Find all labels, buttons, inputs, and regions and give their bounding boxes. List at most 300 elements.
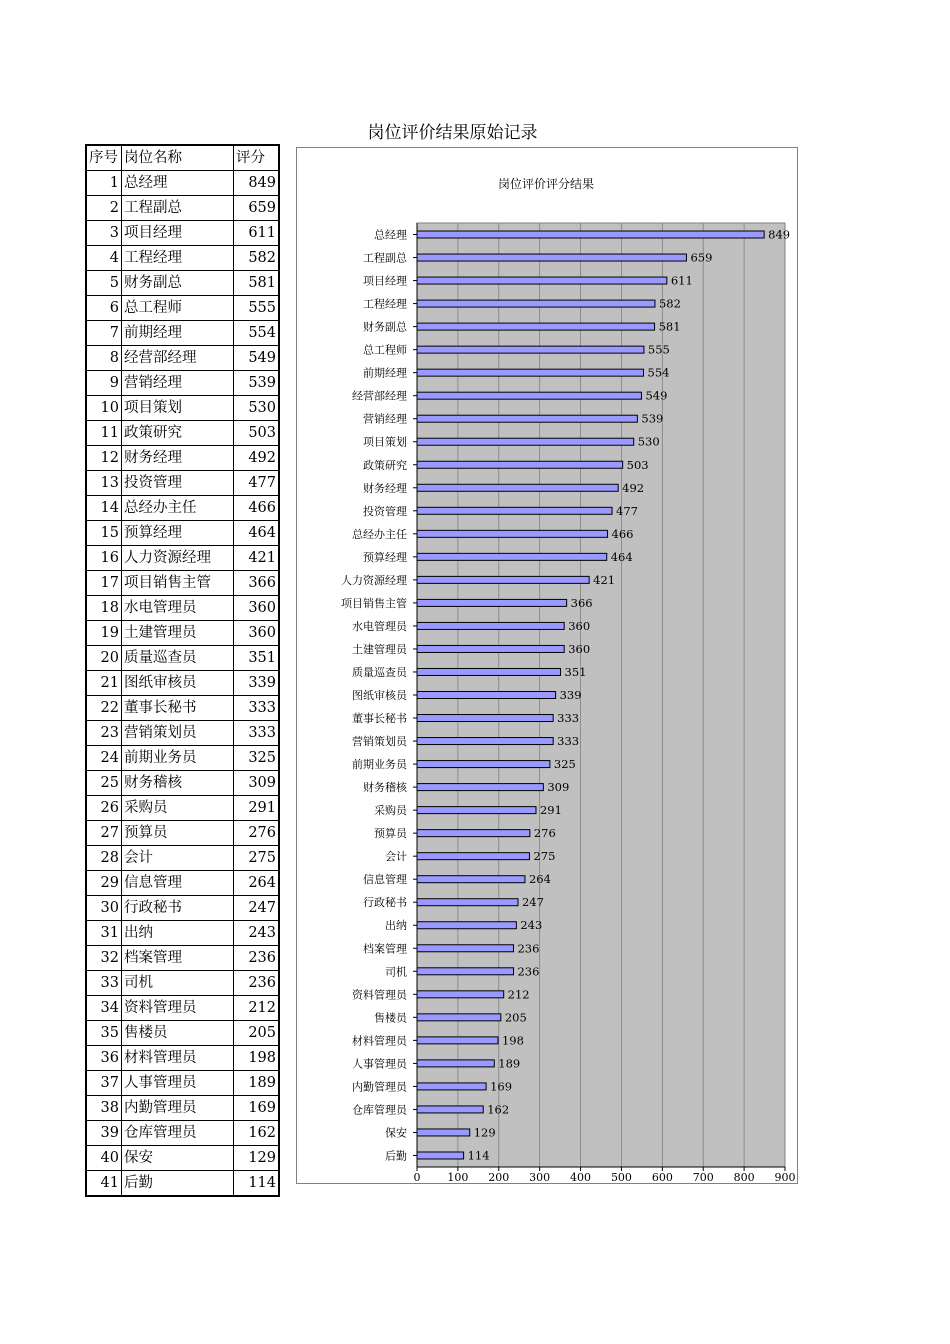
data-label: 492 xyxy=(622,480,645,495)
row-no: 33 xyxy=(86,971,122,996)
row-no: 40 xyxy=(86,1146,122,1171)
data-label: 236 xyxy=(517,941,540,956)
category-label: 司机 xyxy=(385,965,407,979)
table-row xyxy=(86,521,279,546)
row-score: 366 xyxy=(234,571,280,596)
x-tick-label: 400 xyxy=(570,1171,592,1184)
row-name: 总经办主任 xyxy=(122,496,234,521)
table-row xyxy=(86,621,279,646)
data-label: 205 xyxy=(504,1010,527,1025)
bar xyxy=(417,807,536,814)
data-label: 243 xyxy=(520,918,543,933)
x-tick-label: 900 xyxy=(774,1171,796,1184)
row-name: 档案管理 xyxy=(122,946,234,971)
data-label: 464 xyxy=(610,549,633,564)
row-name: 采购员 xyxy=(122,796,234,821)
row-name: 前期业务员 xyxy=(122,746,234,771)
table-row xyxy=(86,196,279,221)
row-score: 189 xyxy=(234,1071,280,1096)
table-row xyxy=(86,471,279,496)
table-row xyxy=(86,896,279,921)
table-row xyxy=(86,671,279,696)
category-label: 售楼员 xyxy=(374,1011,407,1025)
data-label: 360 xyxy=(568,641,591,656)
category-label: 保安 xyxy=(385,1126,407,1140)
data-label: 275 xyxy=(533,849,556,864)
bar xyxy=(417,853,529,860)
bar xyxy=(417,277,667,284)
table-row xyxy=(86,1021,279,1046)
data-label: 291 xyxy=(539,803,562,818)
row-name: 水电管理员 xyxy=(122,596,234,621)
row-no: 6 xyxy=(86,296,122,321)
row-score: 582 xyxy=(234,246,280,271)
table-row xyxy=(86,346,279,371)
row-score: 849 xyxy=(234,171,280,196)
chart-area xyxy=(296,147,798,1184)
row-name: 营销策划员 xyxy=(122,721,234,746)
row-name: 投资管理 xyxy=(122,471,234,496)
category-label: 总经办主任 xyxy=(352,527,407,541)
bar xyxy=(417,1060,494,1067)
category-label: 投资管理 xyxy=(363,504,407,518)
row-no: 23 xyxy=(86,721,122,746)
row-name: 预算员 xyxy=(122,821,234,846)
row-name: 经营部经理 xyxy=(122,346,234,371)
row-score: 503 xyxy=(234,421,280,446)
data-label: 247 xyxy=(521,895,544,910)
x-tick-label: 200 xyxy=(488,1171,510,1184)
table-row xyxy=(86,421,279,446)
data-label: 162 xyxy=(487,1102,510,1117)
data-label: 189 xyxy=(498,1056,521,1071)
table-row xyxy=(86,921,279,946)
table-row xyxy=(86,1096,279,1121)
header-name: 岗位名称 xyxy=(122,145,234,171)
x-tick-label: 300 xyxy=(529,1171,551,1184)
bar xyxy=(417,922,516,929)
data-label: 554 xyxy=(647,365,670,380)
data-label: 236 xyxy=(517,964,540,979)
row-no: 5 xyxy=(86,271,122,296)
category-label: 出纳 xyxy=(385,919,407,933)
row-score: 466 xyxy=(234,496,280,521)
row-score: 477 xyxy=(234,471,280,496)
category-label: 总经理 xyxy=(374,228,407,242)
data-label: 309 xyxy=(547,780,570,795)
row-name: 政策研究 xyxy=(122,421,234,446)
row-no: 37 xyxy=(86,1071,122,1096)
row-name: 项目销售主管 xyxy=(122,571,234,596)
row-score: 264 xyxy=(234,871,280,896)
row-name: 财务副总 xyxy=(122,271,234,296)
bar xyxy=(417,738,553,745)
row-score: 530 xyxy=(234,396,280,421)
row-no: 20 xyxy=(86,646,122,671)
row-name: 人事管理员 xyxy=(122,1071,234,1096)
data-label: 582 xyxy=(658,296,681,311)
row-score: 236 xyxy=(234,946,280,971)
data-label: 555 xyxy=(647,342,670,357)
row-name: 前期经理 xyxy=(122,321,234,346)
category-label: 采购员 xyxy=(374,804,407,818)
category-label: 图纸审核员 xyxy=(352,689,407,702)
bar-chart xyxy=(296,147,798,1184)
data-label: 325 xyxy=(553,757,576,772)
data-label: 333 xyxy=(557,711,580,726)
row-score: 492 xyxy=(234,446,280,471)
row-no: 9 xyxy=(86,371,122,396)
row-name: 资料管理员 xyxy=(122,996,234,1021)
category-label: 水电管理员 xyxy=(352,619,407,633)
row-no: 10 xyxy=(86,396,122,421)
row-name: 质量巡查员 xyxy=(122,646,234,671)
table-row xyxy=(86,171,279,196)
row-score: 309 xyxy=(234,771,280,796)
bar xyxy=(417,392,641,399)
row-no: 12 xyxy=(86,446,122,471)
row-score: 360 xyxy=(234,621,280,646)
bar xyxy=(417,830,530,837)
bar xyxy=(417,415,637,422)
x-tick-label: 500 xyxy=(610,1171,632,1184)
row-name: 项目经理 xyxy=(122,221,234,246)
row-score: 212 xyxy=(234,996,280,1021)
table-row xyxy=(86,546,279,571)
row-no: 17 xyxy=(86,571,122,596)
row-no: 31 xyxy=(86,921,122,946)
row-no: 1 xyxy=(86,171,122,196)
table-row xyxy=(86,846,279,871)
page-title: 岗位评价结果原始记录 xyxy=(367,123,538,143)
data-label: 351 xyxy=(564,664,587,679)
data-label: 198 xyxy=(501,1033,524,1048)
row-name: 司机 xyxy=(122,971,234,996)
bar xyxy=(417,484,618,491)
row-no: 36 xyxy=(86,1046,122,1071)
data-label: 276 xyxy=(533,826,556,841)
row-score: 333 xyxy=(234,721,280,746)
row-no: 30 xyxy=(86,896,122,921)
table-row xyxy=(86,296,279,321)
row-score: 554 xyxy=(234,321,280,346)
x-tick-label: 100 xyxy=(447,1171,469,1184)
row-score: 360 xyxy=(234,596,280,621)
row-score: 236 xyxy=(234,971,280,996)
data-label: 503 xyxy=(626,457,649,472)
category-label: 营销策划员 xyxy=(352,735,407,749)
row-name: 总工程师 xyxy=(122,296,234,321)
table-row xyxy=(86,221,279,246)
row-no: 41 xyxy=(86,1171,122,1197)
data-label: 611 xyxy=(670,273,693,288)
category-label: 土建管理员 xyxy=(352,642,407,656)
row-score: 549 xyxy=(234,346,280,371)
row-no: 15 xyxy=(86,521,122,546)
row-score: 243 xyxy=(234,921,280,946)
row-name: 工程副总 xyxy=(122,196,234,221)
bar xyxy=(417,461,623,468)
x-tick-label: 800 xyxy=(733,1171,755,1184)
category-label: 项目经理 xyxy=(363,274,407,288)
table-row xyxy=(86,1046,279,1071)
row-no: 21 xyxy=(86,671,122,696)
table-row xyxy=(86,696,279,721)
table-row xyxy=(86,746,279,771)
category-label: 内勤管理员 xyxy=(352,1080,407,1094)
bar xyxy=(417,346,644,353)
row-no: 28 xyxy=(86,846,122,871)
row-score: 291 xyxy=(234,796,280,821)
category-label: 工程副总 xyxy=(363,251,407,265)
bar xyxy=(417,599,567,606)
category-label: 行政秘书 xyxy=(363,896,407,910)
row-name: 售楼员 xyxy=(122,1021,234,1046)
bar xyxy=(417,1037,498,1044)
row-name: 保安 xyxy=(122,1146,234,1171)
table-row xyxy=(86,571,279,596)
row-no: 7 xyxy=(86,321,122,346)
bar xyxy=(417,576,589,583)
table-row xyxy=(86,971,279,996)
row-name: 财务稽核 xyxy=(122,771,234,796)
row-no: 19 xyxy=(86,621,122,646)
category-label: 前期业务员 xyxy=(352,758,407,772)
row-name: 行政秘书 xyxy=(122,896,234,921)
data-label: 360 xyxy=(568,618,591,633)
table-row xyxy=(86,496,279,521)
row-score: 351 xyxy=(234,646,280,671)
data-label: 129 xyxy=(473,1125,496,1140)
row-name: 出纳 xyxy=(122,921,234,946)
data-label: 114 xyxy=(467,1148,490,1163)
bar xyxy=(417,899,518,906)
row-score: 539 xyxy=(234,371,280,396)
row-name: 土建管理员 xyxy=(122,621,234,646)
row-no: 38 xyxy=(86,1096,122,1121)
row-score: 114 xyxy=(234,1171,280,1197)
category-label: 档案管理 xyxy=(363,942,407,956)
bar xyxy=(417,530,608,537)
category-label: 总工程师 xyxy=(363,343,407,357)
bar xyxy=(417,1129,470,1136)
category-label: 仓库管理员 xyxy=(352,1103,407,1117)
table-row xyxy=(86,946,279,971)
category-label: 后勤 xyxy=(385,1149,407,1163)
row-score: 162 xyxy=(234,1121,280,1146)
bar xyxy=(417,761,550,768)
category-label: 营销经理 xyxy=(363,412,407,426)
row-score: 205 xyxy=(234,1021,280,1046)
bar xyxy=(417,369,644,376)
table-row xyxy=(86,771,279,796)
bar xyxy=(417,231,764,238)
row-no: 35 xyxy=(86,1021,122,1046)
data-label: 339 xyxy=(559,688,582,702)
table-row xyxy=(86,871,279,896)
category-label: 信息管理 xyxy=(363,873,407,887)
row-no: 18 xyxy=(86,596,122,621)
row-score: 611 xyxy=(234,221,280,246)
table-row xyxy=(86,271,279,296)
category-label: 预算经理 xyxy=(363,550,407,564)
data-label: 849 xyxy=(768,227,791,242)
bar xyxy=(417,507,612,514)
row-no: 25 xyxy=(86,771,122,796)
data-label: 212 xyxy=(507,987,530,1002)
row-no: 27 xyxy=(86,821,122,846)
bar xyxy=(417,1152,464,1159)
row-name: 信息管理 xyxy=(122,871,234,896)
category-label: 财务副总 xyxy=(363,320,407,334)
bar xyxy=(417,438,634,445)
data-label: 477 xyxy=(616,503,638,518)
bar xyxy=(417,1106,483,1113)
table-row xyxy=(86,721,279,746)
header-score: 评分 xyxy=(234,145,280,171)
row-no: 39 xyxy=(86,1121,122,1146)
chart-title: 岗位评价评分结果 xyxy=(497,177,595,191)
table-row xyxy=(86,646,279,671)
row-no: 26 xyxy=(86,796,122,821)
row-score: 198 xyxy=(234,1046,280,1071)
data-label: 530 xyxy=(637,434,660,449)
bar xyxy=(417,622,564,629)
data-label: 333 xyxy=(557,734,580,749)
header-no: 序号 xyxy=(86,145,122,171)
data-label: 581 xyxy=(658,319,681,334)
table-row xyxy=(86,996,279,1021)
row-score: 555 xyxy=(234,296,280,321)
row-name: 仓库管理员 xyxy=(122,1121,234,1146)
table-row xyxy=(86,1171,279,1197)
row-name: 内勤管理员 xyxy=(122,1096,234,1121)
category-label: 政策研究 xyxy=(363,458,407,472)
data-label: 466 xyxy=(611,526,634,541)
row-name: 人力资源经理 xyxy=(122,546,234,571)
data-label: 421 xyxy=(593,572,616,587)
row-name: 总经理 xyxy=(122,171,234,196)
category-label: 资料管理员 xyxy=(352,988,407,1002)
table-row xyxy=(86,1071,279,1096)
row-name: 工程经理 xyxy=(122,246,234,271)
bar xyxy=(417,300,655,307)
bar xyxy=(417,968,513,975)
bar xyxy=(417,784,543,791)
row-name: 预算经理 xyxy=(122,521,234,546)
bar xyxy=(417,991,504,998)
row-no: 24 xyxy=(86,746,122,771)
row-score: 129 xyxy=(234,1146,280,1171)
row-name: 财务经理 xyxy=(122,446,234,471)
row-no: 11 xyxy=(86,421,122,446)
category-label: 质量巡查员 xyxy=(352,665,407,679)
category-label: 前期经理 xyxy=(363,366,407,380)
category-label: 会计 xyxy=(385,850,407,864)
category-label: 材料管理员 xyxy=(352,1034,407,1048)
table-row xyxy=(86,396,279,421)
category-label: 项目策划 xyxy=(363,435,407,449)
row-score: 659 xyxy=(234,196,280,221)
row-name: 材料管理员 xyxy=(122,1046,234,1071)
bar xyxy=(417,1083,486,1090)
bar xyxy=(417,1014,501,1021)
x-tick-label: 700 xyxy=(692,1171,714,1184)
data-label: 264 xyxy=(528,872,551,887)
data-label: 659 xyxy=(690,250,713,265)
score-table xyxy=(85,144,280,1197)
table-row xyxy=(86,246,279,271)
x-tick-label: 0 xyxy=(413,1171,421,1184)
data-label: 539 xyxy=(641,411,664,426)
category-label: 人力资源经理 xyxy=(341,573,407,587)
bar xyxy=(417,323,655,330)
row-score: 581 xyxy=(234,271,280,296)
row-no: 14 xyxy=(86,496,122,521)
row-no: 29 xyxy=(86,871,122,896)
bar xyxy=(417,254,686,261)
row-score: 333 xyxy=(234,696,280,721)
row-no: 3 xyxy=(86,221,122,246)
category-label: 董事长秘书 xyxy=(352,712,407,726)
bar xyxy=(417,945,513,952)
row-no: 34 xyxy=(86,996,122,1021)
category-label: 项目销售主管 xyxy=(341,596,407,610)
bar xyxy=(417,692,556,699)
row-score: 276 xyxy=(234,821,280,846)
row-score: 325 xyxy=(234,746,280,771)
bar xyxy=(417,645,564,652)
table-row xyxy=(86,596,279,621)
bar xyxy=(417,715,553,722)
category-label: 经营部经理 xyxy=(352,389,407,403)
row-score: 169 xyxy=(234,1096,280,1121)
bar xyxy=(417,876,525,883)
table-row xyxy=(86,796,279,821)
table-row xyxy=(86,1121,279,1146)
bar xyxy=(417,668,561,675)
row-no: 13 xyxy=(86,471,122,496)
table-header-row xyxy=(86,145,279,171)
table-row xyxy=(86,371,279,396)
row-score: 464 xyxy=(234,521,280,546)
category-label: 工程经理 xyxy=(363,297,407,311)
row-name: 营销经理 xyxy=(122,371,234,396)
row-no: 16 xyxy=(86,546,122,571)
row-score: 247 xyxy=(234,896,280,921)
table-row xyxy=(86,446,279,471)
row-score: 421 xyxy=(234,546,280,571)
row-no: 4 xyxy=(86,246,122,271)
data-label: 549 xyxy=(645,388,668,403)
row-name: 后勤 xyxy=(122,1171,234,1197)
row-no: 32 xyxy=(86,946,122,971)
data-label: 366 xyxy=(570,595,593,610)
row-no: 8 xyxy=(86,346,122,371)
row-name: 会计 xyxy=(122,846,234,871)
row-name: 项目策划 xyxy=(122,396,234,421)
row-no: 22 xyxy=(86,696,122,721)
category-label: 财务稽核 xyxy=(363,781,407,795)
table-row xyxy=(86,321,279,346)
bar xyxy=(417,553,607,560)
data-label: 169 xyxy=(490,1079,513,1094)
row-name: 董事长秘书 xyxy=(122,696,234,721)
row-name: 图纸审核员 xyxy=(122,671,234,696)
category-label: 预算员 xyxy=(374,827,407,841)
row-no: 2 xyxy=(86,196,122,221)
table-row xyxy=(86,821,279,846)
